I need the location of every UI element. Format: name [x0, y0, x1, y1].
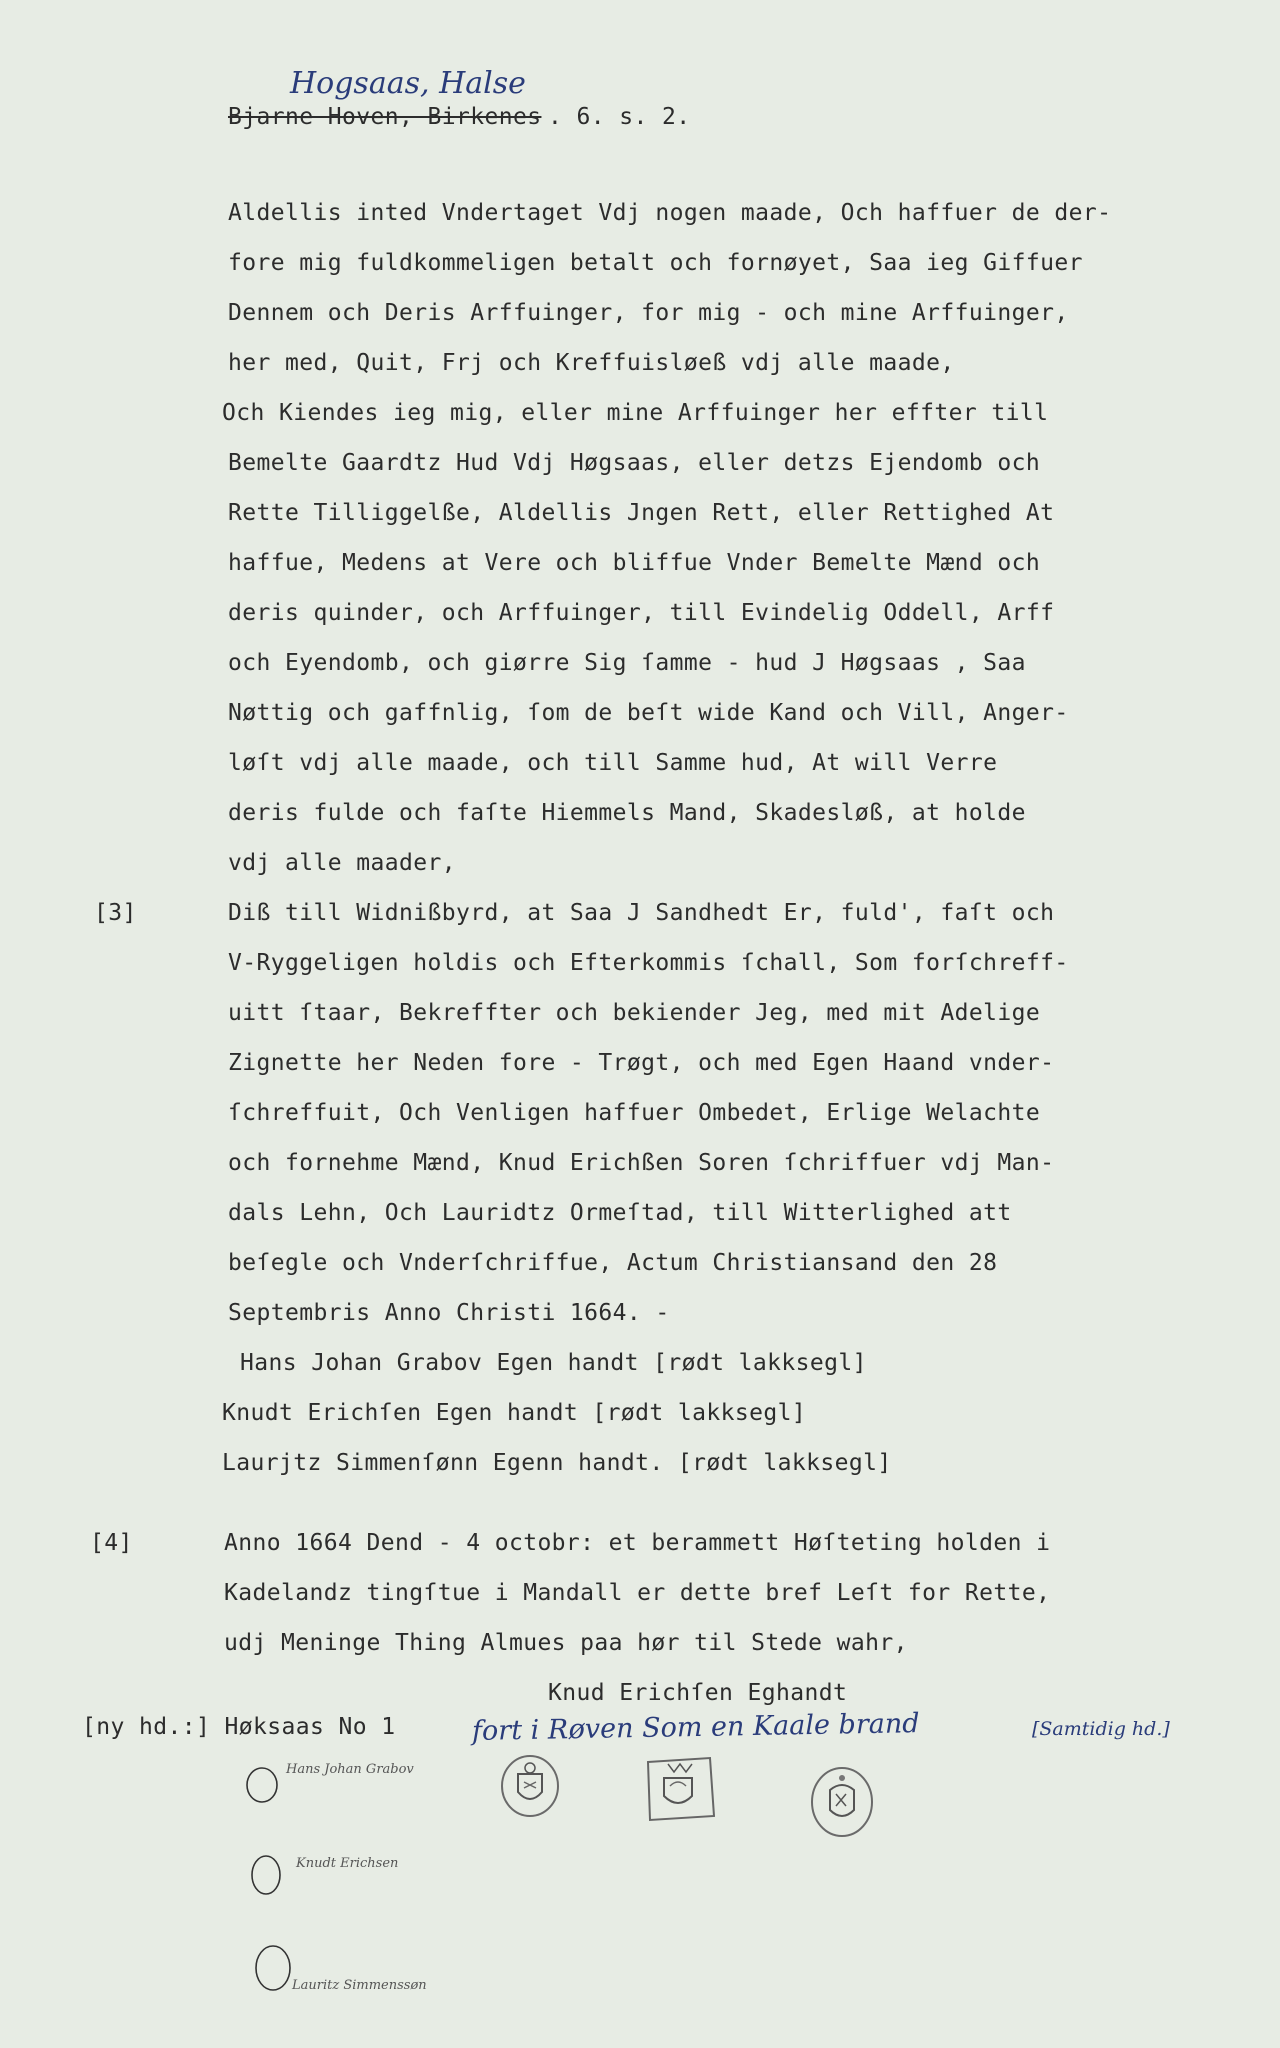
signature-line: Hans Johan Grabov Egen handt [rødt lakksegl] — [240, 1350, 867, 1376]
section-marker-4: [4] — [90, 1530, 133, 1556]
handwritten-note: fort i Røven Som en Kaale brand — [471, 1708, 920, 1747]
seal-stamp-icon — [498, 1752, 562, 1820]
section-3-line: ſchreffuit, Och Venligen haffuer Ombedet, Erlige Welachte — [228, 1100, 1041, 1126]
section-4-signature: Knud Erichſen Eghandt — [548, 1680, 848, 1706]
section-4-line: Anno 1664 Dend - 4 octobr: et berammett Høſteting holden i — [224, 1530, 1051, 1556]
body-line: Och Kiendes ieg mig, eller mine Arffuinger her effter till — [222, 400, 1049, 426]
body-line: Aldellis inted Vndertaget Vdj nogen maade, Och haffuer de der- — [228, 200, 1112, 226]
body-line: deris quinder, och Arffuinger, till Evindelig Oddell, Arff — [228, 600, 1055, 626]
body-line: Dennem och Deris Arffuinger, for mig - och mine Arffuinger, — [228, 300, 1069, 326]
seal-placeholder-circle-icon — [246, 1852, 286, 1898]
body-line: her med, Quit, Frj och Kreffuisløeß vdj alle maade, — [228, 350, 955, 376]
section-3-line: Septembris Anno Christi 1664. - — [228, 1300, 670, 1326]
section-3-line: och fornehme Mænd, Knud Erichßen Soren ſchriffuer vdj Man- — [228, 1150, 1055, 1176]
section-marker-3: [3] — [94, 900, 137, 926]
body-line: och Eyendomb, och giørre Sig ſamme - hud J Høgsaas , Saa — [228, 650, 1026, 676]
section-3-line: uitt ſtaar, Bekreffter och bekiender Jeg, med mit Adelige — [228, 1000, 1041, 1026]
archive-note: [ny hd.:] Høksaas No 1 — [82, 1714, 396, 1740]
section-3-line: Diß till Widnißbyrd, at Saa J Sandhedt Er, fuld', faſt och — [228, 900, 1055, 926]
body-line: deris fulde och faſte Hiemmels Mand, Skadesløß, at holde — [228, 800, 1026, 826]
section-4-line: Kadelandz tingſtue i Mandall er dette bref Leſt for Rette, — [224, 1580, 1051, 1606]
handwritten-title: Hogsaas, Halse — [290, 66, 526, 101]
seal-label: Hans Johan Grabov — [286, 1762, 414, 1777]
seal-label: Knudt Erichsen — [296, 1856, 399, 1871]
section-3-line: V-Ryggeligen holdis och Efterkommis ſchall, Som forſchreff- — [228, 950, 1069, 976]
body-line: fore mig fuldkommeligen betalt och fornøyet, Saa ieg Giffuer — [228, 250, 1083, 276]
body-line: Bemelte Gaardtz Hud Vdj Høgsaas, eller detzs Ejendomb och — [228, 450, 1041, 476]
seal-placeholder-circle-icon — [242, 1764, 282, 1806]
body-line: vdj alle maader, — [228, 850, 456, 876]
seal-label: Lauritz Simmenssøn — [292, 1978, 427, 1993]
body-line: Nøttig och gaffnlig, ſom de beſt wide Kand och Vill, Anger- — [228, 700, 1069, 726]
seal-stamp-icon — [640, 1752, 718, 1824]
page-reference: . 6. s. 2. — [548, 104, 691, 130]
signature-line: Knudt Erichſen Egen handt [rødt lakksegl] — [222, 1400, 807, 1426]
seal-placeholder-circle-icon — [250, 1942, 296, 1994]
body-line: haffue, Medens at Vere och bliffue Vnder Bemelte Mænd och — [228, 550, 1041, 576]
body-line: løſt vdj alle maade, och till Samme hud, At will Verre — [228, 750, 998, 776]
section-3-line: beſegle och Vnderſchriffue, Actum Christiansand den 28 — [228, 1250, 998, 1276]
bracket-note: [Samtidig hd.] — [1032, 1718, 1170, 1740]
section-3-line: dals Lehn, Och Lauridtz Ormeſtad, till Witterlighed att — [228, 1200, 1012, 1226]
signature-line: Laurjtz Simmenſønn Egenn handt. [rødt lakksegl] — [222, 1450, 892, 1476]
section-3-line: Zignette her Neden fore - Trøgt, och med Egen Haand vnder- — [228, 1050, 1055, 1076]
seal-stamp-icon — [808, 1764, 876, 1840]
body-line: Rette Tilliggelße, Aldellis Jngen Rett, eller Rettighed At — [228, 500, 1055, 526]
section-4-line: udj Meninge Thing Almues paa hør til Stede wahr, — [224, 1630, 908, 1656]
struck-heading: Bjarne Hoven, Birkenes — [228, 104, 542, 130]
